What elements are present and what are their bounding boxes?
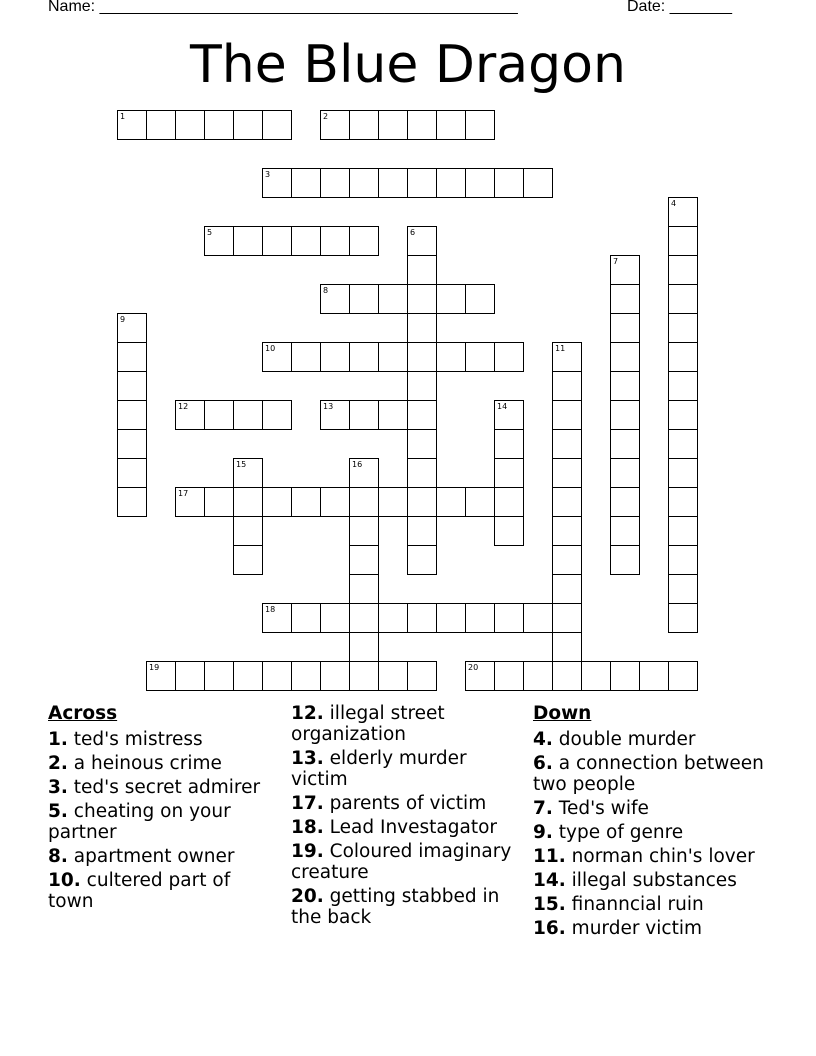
grid-cell[interactable] [407, 168, 437, 198]
grid-cell[interactable] [291, 168, 321, 198]
grid-cell[interactable] [494, 516, 524, 546]
grid-cell[interactable] [378, 168, 408, 198]
cell-number: 4 [671, 199, 677, 208]
grid-cell[interactable] [320, 110, 350, 140]
grid-cell[interactable] [146, 661, 176, 691]
grid-cell[interactable] [349, 284, 379, 314]
grid-cell[interactable] [436, 110, 466, 140]
grid-cell[interactable] [552, 458, 582, 488]
grid-cell[interactable] [494, 661, 524, 691]
grid-cell[interactable] [378, 110, 408, 140]
grid-cell[interactable] [436, 487, 466, 517]
grid-cell[interactable] [668, 458, 698, 488]
grid-cell[interactable] [233, 110, 263, 140]
grid-cell[interactable] [465, 168, 495, 198]
grid-cell[interactable] [407, 458, 437, 488]
clue-across-8: 8. apartment owner [48, 846, 235, 867]
grid-cell[interactable] [320, 168, 350, 198]
grid-cell[interactable] [233, 226, 263, 256]
grid-cell[interactable] [291, 661, 321, 691]
grid-cell[interactable] [668, 371, 698, 401]
grid-cell[interactable] [262, 168, 292, 198]
grid-cell[interactable] [668, 226, 698, 256]
grid-cell[interactable] [146, 110, 176, 140]
grid-cell[interactable] [668, 313, 698, 343]
clue-across-13: 13. elderly murder victim [291, 748, 467, 790]
grid-cell[interactable] [436, 603, 466, 633]
cell-number: 20 [468, 663, 479, 672]
grid-cell[interactable] [494, 168, 524, 198]
grid-cell[interactable] [552, 429, 582, 459]
grid-cell[interactable] [494, 487, 524, 517]
date-line: Date: _______ [627, 0, 732, 15]
across-heading: Across [48, 703, 118, 724]
grid-cell[interactable] [204, 110, 234, 140]
grid-cell[interactable] [204, 400, 234, 430]
grid-cell[interactable] [175, 400, 205, 430]
grid-cell[interactable] [117, 371, 147, 401]
grid-cell[interactable] [436, 342, 466, 372]
clue-down-15: 15. finanncial ruin [533, 894, 704, 915]
grid-cell[interactable] [117, 487, 147, 517]
grid-cell[interactable] [581, 661, 611, 691]
grid-cell[interactable] [349, 400, 379, 430]
grid-cell[interactable] [552, 342, 582, 372]
grid-cell[interactable] [262, 603, 292, 633]
grid-cell[interactable] [610, 342, 640, 372]
grid-cell[interactable] [407, 603, 437, 633]
grid-cell[interactable] [320, 226, 350, 256]
grid-cell[interactable] [639, 661, 669, 691]
clue-down-7: 7. Ted's wife [533, 798, 649, 819]
clue-across-17: 17. parents of victim [291, 793, 487, 814]
grid-cell[interactable] [378, 487, 408, 517]
grid-cell[interactable] [262, 661, 292, 691]
grid-cell[interactable] [668, 516, 698, 546]
grid-cell[interactable] [117, 342, 147, 372]
grid-cell[interactable] [204, 226, 234, 256]
cell-number: 15 [236, 460, 247, 469]
grid-cell[interactable] [436, 168, 466, 198]
grid-cell[interactable] [262, 487, 292, 517]
clue-down-16: 16. murder victim [533, 918, 702, 939]
grid-cell[interactable] [349, 574, 379, 604]
grid-cell[interactable] [349, 545, 379, 575]
grid-cell[interactable] [320, 661, 350, 691]
grid-cell[interactable] [378, 400, 408, 430]
grid-cell[interactable] [552, 516, 582, 546]
grid-cell[interactable] [407, 226, 437, 256]
grid-cell[interactable] [668, 342, 698, 372]
grid-cell[interactable] [610, 313, 640, 343]
cell-number: 11 [555, 344, 566, 353]
cell-number: 16 [352, 460, 363, 469]
grid-cell[interactable] [494, 429, 524, 459]
grid-cell[interactable] [204, 487, 234, 517]
grid-cell[interactable] [117, 458, 147, 488]
grid-cell[interactable] [668, 603, 698, 633]
grid-cell[interactable] [494, 342, 524, 372]
grid-cell[interactable] [320, 487, 350, 517]
grid-cell[interactable] [262, 110, 292, 140]
cell-number: 14 [497, 402, 508, 411]
grid-cell[interactable] [668, 400, 698, 430]
grid-cell[interactable] [668, 284, 698, 314]
clue-across-10: 10. cultered part of town [48, 870, 231, 912]
clue-across-5: 5. cheating on your partner [48, 801, 231, 843]
grid-cell[interactable] [610, 545, 640, 575]
grid-cell[interactable] [523, 168, 553, 198]
grid-cell[interactable] [233, 545, 263, 575]
grid-cell[interactable] [407, 110, 437, 140]
grid-cell[interactable] [117, 110, 147, 140]
across-clues-col2 [291, 703, 521, 931]
grid-cell[interactable] [349, 342, 379, 372]
grid-cell[interactable] [117, 429, 147, 459]
cell-number: 3 [265, 170, 271, 179]
grid-cell[interactable] [233, 400, 263, 430]
grid-cell[interactable] [610, 255, 640, 285]
grid-cell[interactable] [436, 284, 466, 314]
cell-number: 7 [613, 257, 619, 266]
grid-cell[interactable] [378, 342, 408, 372]
grid-cell[interactable] [378, 661, 408, 691]
grid-cell[interactable] [407, 400, 437, 430]
grid-cell[interactable] [117, 400, 147, 430]
grid-cell[interactable] [233, 661, 263, 691]
cell-number: 6 [410, 228, 416, 237]
grid-cell[interactable] [117, 313, 147, 343]
grid-cell[interactable] [552, 574, 582, 604]
grid-cell[interactable] [523, 603, 553, 633]
cell-number: 19 [149, 663, 160, 672]
grid-cell[interactable] [204, 661, 234, 691]
down-heading: Down [533, 703, 592, 724]
grid-cell[interactable] [552, 371, 582, 401]
grid-cell[interactable] [494, 458, 524, 488]
grid-cell[interactable] [407, 255, 437, 285]
cell-number: 12 [178, 402, 189, 411]
grid-cell[interactable] [552, 545, 582, 575]
grid-cell[interactable] [610, 516, 640, 546]
cell-number: 1 [120, 112, 126, 121]
clue-down-4: 4. double murder [533, 729, 696, 750]
grid-cell[interactable] [407, 516, 437, 546]
grid-cell[interactable] [610, 487, 640, 517]
grid-cell[interactable] [349, 458, 379, 488]
clue-across-18: 18. Lead Investagator [291, 817, 497, 838]
grid-cell[interactable] [262, 226, 292, 256]
grid-cell[interactable] [523, 661, 553, 691]
clue-down-9: 9. type of genre [533, 822, 684, 843]
grid-cell[interactable] [668, 574, 698, 604]
grid-cell[interactable] [349, 516, 379, 546]
grid-cell[interactable] [291, 603, 321, 633]
across-clues-col1 [48, 703, 278, 915]
grid-cell[interactable] [552, 487, 582, 517]
cell-number: 10 [265, 344, 276, 353]
grid-cell[interactable] [552, 632, 582, 662]
name-line: Name: _______________________________________________ [48, 0, 518, 15]
grid-cell[interactable] [291, 487, 321, 517]
grid-cell[interactable] [610, 284, 640, 314]
cell-number: 8 [323, 286, 329, 295]
grid-cell[interactable] [407, 284, 437, 314]
cell-number: 2 [323, 112, 329, 121]
grid-cell[interactable] [668, 255, 698, 285]
grid-cell[interactable] [175, 487, 205, 517]
grid-cell[interactable] [349, 168, 379, 198]
grid-cell[interactable] [552, 603, 582, 633]
cell-number: 18 [265, 605, 276, 614]
grid-cell[interactable] [610, 371, 640, 401]
grid-cell[interactable] [233, 487, 263, 517]
clue-across-19: 19. Coloured imaginary creature [291, 841, 512, 883]
grid-cell[interactable] [465, 661, 495, 691]
grid-cell[interactable] [320, 603, 350, 633]
grid-cell[interactable] [320, 400, 350, 430]
grid-cell[interactable] [320, 284, 350, 314]
clue-across-20: 20. getting stabbed in the back [291, 886, 500, 928]
grid-cell[interactable] [262, 342, 292, 372]
grid-cell[interactable] [552, 400, 582, 430]
clue-down-14: 14. illegal substances [533, 870, 737, 891]
grid-cell[interactable] [610, 429, 640, 459]
grid-cell[interactable] [175, 110, 205, 140]
grid-cell[interactable] [610, 458, 640, 488]
grid-cell[interactable] [378, 284, 408, 314]
grid-cell[interactable] [465, 110, 495, 140]
grid-cell[interactable] [407, 342, 437, 372]
clue-across-12: 12. illegal street organization [291, 703, 445, 745]
grid-cell[interactable] [407, 313, 437, 343]
grid-cell[interactable] [407, 545, 437, 575]
grid-cell[interactable] [668, 545, 698, 575]
grid-cell[interactable] [610, 400, 640, 430]
grid-cell[interactable] [349, 603, 379, 633]
grid-cell[interactable] [349, 110, 379, 140]
grid-cell[interactable] [552, 661, 582, 691]
clue-down-11: 11. norman chin's lover [533, 846, 755, 867]
grid-cell[interactable] [465, 603, 495, 633]
grid-cell[interactable] [378, 603, 408, 633]
grid-cell[interactable] [465, 284, 495, 314]
grid-cell[interactable] [407, 371, 437, 401]
grid-cell[interactable] [668, 661, 698, 691]
grid-cell[interactable] [494, 400, 524, 430]
grid-cell[interactable] [233, 516, 263, 546]
grid-cell[interactable] [465, 487, 495, 517]
grid-cell[interactable] [233, 458, 263, 488]
clue-across-1: 1. ted's mistress [48, 729, 203, 750]
grid-cell[interactable] [320, 342, 350, 372]
grid-cell[interactable] [668, 197, 698, 227]
grid-cell[interactable] [465, 342, 495, 372]
grid-cell[interactable] [262, 400, 292, 430]
grid-cell[interactable] [407, 661, 437, 691]
grid-cell[interactable] [291, 342, 321, 372]
clue-across-3: 3. ted's secret admirer [48, 777, 261, 798]
grid-cell[interactable] [349, 661, 379, 691]
grid-cell[interactable] [349, 226, 379, 256]
down-clues-col [533, 703, 773, 942]
grid-cell[interactable] [291, 226, 321, 256]
grid-cell[interactable] [407, 429, 437, 459]
cell-number: 17 [178, 489, 189, 498]
grid-cell[interactable] [494, 603, 524, 633]
puzzle-title: The Blue Dragon [190, 35, 626, 95]
grid-cell[interactable] [407, 487, 437, 517]
grid-cell[interactable] [175, 661, 205, 691]
grid-cell[interactable] [349, 632, 379, 662]
cell-number: 9 [120, 315, 126, 324]
cell-number: 13 [323, 402, 334, 411]
clue-across-2: 2. a heinous crime [48, 753, 222, 774]
cell-number: 5 [207, 228, 213, 237]
grid-cell[interactable] [668, 487, 698, 517]
grid-cell[interactable] [349, 487, 379, 517]
grid-cell[interactable] [668, 429, 698, 459]
grid-cell[interactable] [610, 661, 640, 691]
clue-down-6: 6. a connection between two people [533, 753, 764, 795]
